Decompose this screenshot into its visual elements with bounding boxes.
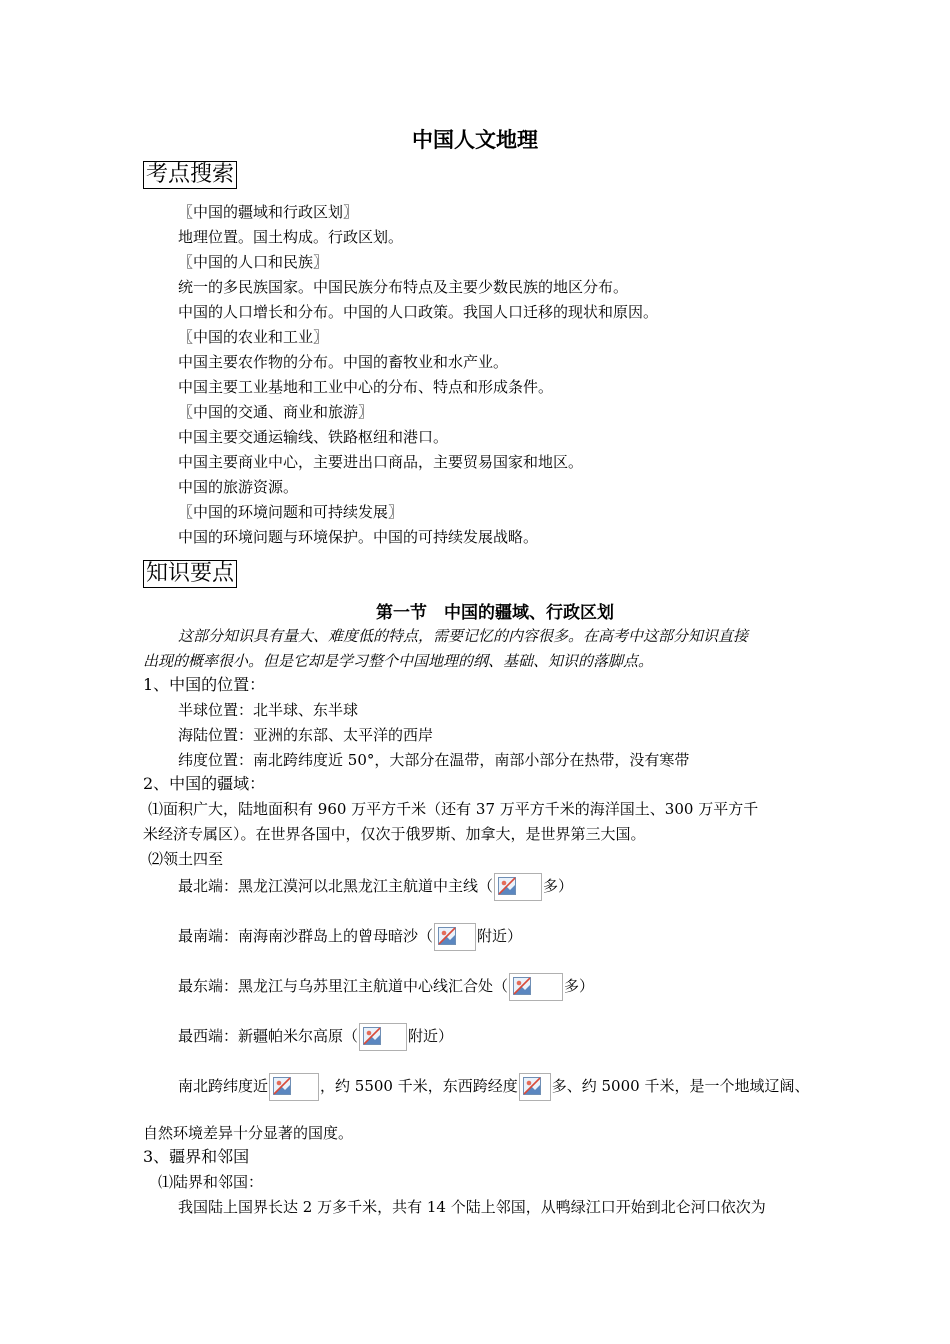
position-latitude: 纬度位置：南北跨纬度近 50°，大部分在温带，南部小部分在热带，没有寒带 (178, 751, 690, 769)
southernmost-text: 最南端：南海南沙群岛上的曾母暗沙（ (178, 927, 434, 945)
extremes-label: ⑵领土四至 (148, 850, 224, 868)
area-text-line: 米经济专属区）。在世界各国中，仅次于俄罗斯、加拿大，是世界第三大国。 (143, 825, 646, 843)
knowledge-heading: 知识要点 (143, 560, 237, 588)
northernmost-tail: 多） (543, 877, 574, 895)
easternmost-text: 最东端：黑龙江与乌苏里江主航道中心线汇合处（ (178, 977, 509, 995)
outline-item: 〖中国的疆域和行政区划〗 (178, 203, 359, 221)
image-placeholder-icon (509, 973, 563, 1001)
easternmost-point (178, 973, 594, 1001)
image-placeholder-icon (434, 923, 476, 951)
heading-borders: 3、疆界和邻国 (143, 1147, 250, 1166)
heading-position: 1、中国的位置： (143, 675, 266, 694)
position-hemisphere: 半球位置：北半球、东半球 (178, 701, 359, 719)
outline-item: 统一的多民族国家。中国民族分布特点及主要少数民族的地区分布。 (178, 278, 629, 296)
northernmost-text: 最北端：黑龙江漠河以北黑龙江主航道中主线（ (178, 877, 494, 895)
easternmost-tail: 多） (564, 977, 595, 995)
westernmost-text: 最西端：新疆帕米尔高原（ (178, 1027, 359, 1045)
section-title: 第一节 中国的疆域、行政区划 (376, 603, 614, 623)
page-title: 中国人文地理 (412, 128, 538, 152)
outline-item: 中国主要商业中心，主要进出口商品，主要贸易国家和地区。 (178, 453, 584, 471)
outline-item: 〖中国的人口和民族〗 (178, 253, 329, 271)
outline-item: 中国主要交通运输线、铁路枢纽和港口。 (178, 428, 449, 446)
search-heading: 考点搜索 (143, 161, 237, 189)
image-placeholder-icon (519, 1073, 551, 1101)
extent-text-a: 南北跨纬度近 (178, 1077, 269, 1095)
intro-text-line: 这部分知识具有量大、难度低的特点，需要记忆的内容很多。在高考中这部分知识直接 (178, 627, 749, 645)
westernmost-point (178, 1023, 453, 1051)
outline-item: 中国的环境问题与环境保护。中国的可持续发展战略。 (178, 528, 539, 546)
outline-item: 地理位置。国土构成。行政区划。 (178, 228, 404, 246)
image-placeholder-icon (494, 873, 542, 901)
outline-item: 中国主要农作物的分布。中国的畜牧业和水产业。 (178, 353, 509, 371)
westernmost-tail: 附近） (408, 1027, 454, 1045)
land-border-text: 我国陆上国界长达 2 万多千米，共有 14 个陆上邻国，从鸭绿江口开始到北仑河口依次为 (178, 1198, 766, 1216)
extent-line (178, 1073, 809, 1101)
image-placeholder-icon (269, 1073, 319, 1101)
heading-territory: 2、中国的疆域： (143, 774, 266, 793)
outline-item: 中国主要工业基地和工业中心的分布、特点和形成条件。 (178, 378, 554, 396)
southernmost-tail: 附近） (477, 927, 523, 945)
outline-item: 中国的旅游资源。 (178, 478, 299, 496)
outline-item: 〖中国的环境问题和可持续发展〗 (178, 503, 404, 521)
outline-item: 〖中国的农业和工业〗 (178, 328, 329, 346)
intro-text-line: 出现的概率很小。但是它却是学习整个中国地理的纲、基础、知识的落脚点。 (143, 652, 654, 670)
southernmost-point (178, 923, 522, 951)
image-placeholder-icon (359, 1023, 407, 1051)
outline-item: 中国的人口增长和分布。中国的人口政策。我国人口迁移的现状和原因。 (178, 303, 659, 321)
northernmost-point (178, 873, 573, 901)
outline-item: 〖中国的交通、商业和旅游〗 (178, 403, 374, 421)
area-text-line: ⑴面积广大，陆地面积有 960 万平方千米（还有 37 万平方千米的海洋国土、300 万平方千 (148, 800, 759, 818)
position-sea-land: 海陆位置：亚洲的东部、太平洋的西岸 (178, 726, 434, 744)
land-border-label: ⑴陆界和邻国： (158, 1173, 264, 1191)
extent-text-c: 多、约 5000 千米，是一个地域辽阔、 (551, 1077, 810, 1095)
extent-line-2: 自然环境差异十分显著的国度。 (143, 1124, 354, 1142)
extent-text-b: ，约 5500 千米，东西跨经度 (320, 1077, 518, 1095)
